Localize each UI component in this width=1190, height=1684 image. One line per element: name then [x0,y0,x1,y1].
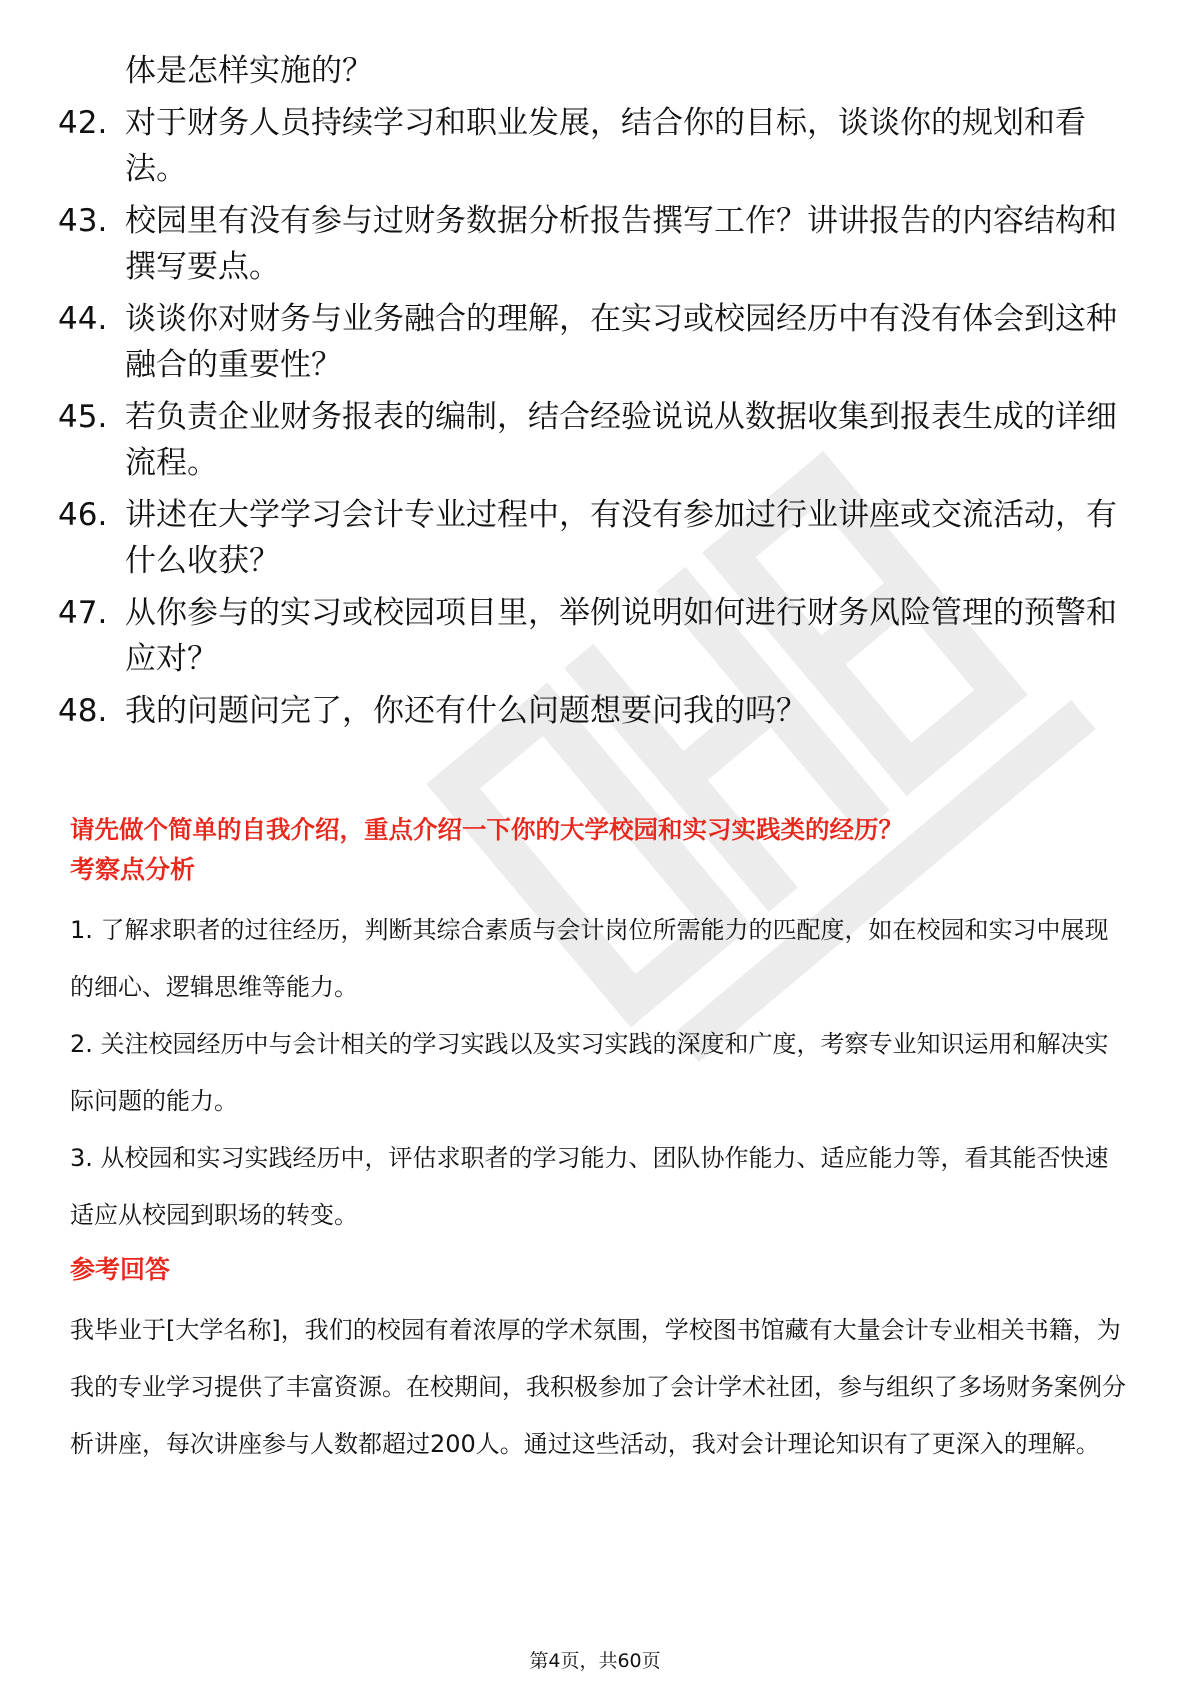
question-number: 48. [58,693,108,729]
question-number: 42. [58,105,108,141]
analysis-point: 3. 从校园和实习实践经历中，评估求职者的学习能力、团队协作能力、适应能力等，看其能否快速适应从校园到职场的转变。 [70,1144,1109,1229]
question-text: 谈谈你对财务与业务融合的理解，在实习或校园经历中有没有体会到这种融合的重要性？ [125,301,1117,383]
analysis-point: 2. 关注校园经历中与会计相关的学习实践以及实习实践的深度和广度，考察专业知识运用和解决实际问题的能力。 [70,1030,1109,1115]
analysis-title: 考察点分析 [70,855,196,884]
answer-text: 我毕业于[大学名称]，我们的校园有着浓厚的学术氛围，学校图书馆藏有大量会计专业相关书籍，为我的专业学习提供了丰富资源。在校期间，我积极参加了会计学术社团，参与组织了多场财务案例分析讲座，每次讲座参与人数都超过200人。通过这些活动，我对会计理论知识有了更深入的理解。 [70,1316,1126,1458]
answer-section [70,1302,1130,1473]
question-number: 47. [58,595,108,631]
question-continuation: 体是怎样实施的？ [125,53,373,89]
list-item [58,100,1128,192]
question-number: 45. [58,399,108,435]
question-list [58,48,1128,740]
question-text: 讲述在大学学习会计专业过程中，有没有参加过行业讲座或交流活动，有什么收获？ [125,497,1117,579]
question-text: 若负责企业财务报表的编制，结合经验说说从数据收集到报表生成的详细流程。 [125,399,1117,481]
question-number: 46. [58,497,108,533]
page-number: 第4页，共60页 [529,1650,661,1672]
main-question-heading: 请先做个简单的自我介绍，重点介绍一下你的大学校园和实习实践类的经历？ [70,815,903,844]
question-number: 44. [58,301,108,337]
list-item [58,492,1128,584]
list-item [58,296,1128,388]
question-text: 从你参与的实习或校园项目里，举例说明如何进行财务风险管理的预警和应对？ [125,595,1117,677]
analysis-section [70,902,1130,1244]
list-item [58,688,1128,734]
question-text: 对于财务人员持续学习和职业发展，结合你的目标，谈谈你的规划和看法。 [125,105,1086,187]
question-number: 43. [58,203,108,239]
question-text: 校园里有没有参与过财务数据分析报告撰写工作？讲讲报告的内容结构和撰写要点。 [125,203,1117,285]
list-item [58,198,1128,290]
answer-title: 参考回答 [70,1255,171,1284]
question-text: 我的问题问完了，你还有什么问题想要问我的吗？ [125,693,807,729]
list-item [58,394,1128,486]
analysis-point: 1. 了解求职者的过往经历，判断其综合素质与会计岗位所需能力的匹配度，如在校园和实习中展现的细心、逻辑思维等能力。 [70,916,1109,1001]
list-item [58,590,1128,682]
